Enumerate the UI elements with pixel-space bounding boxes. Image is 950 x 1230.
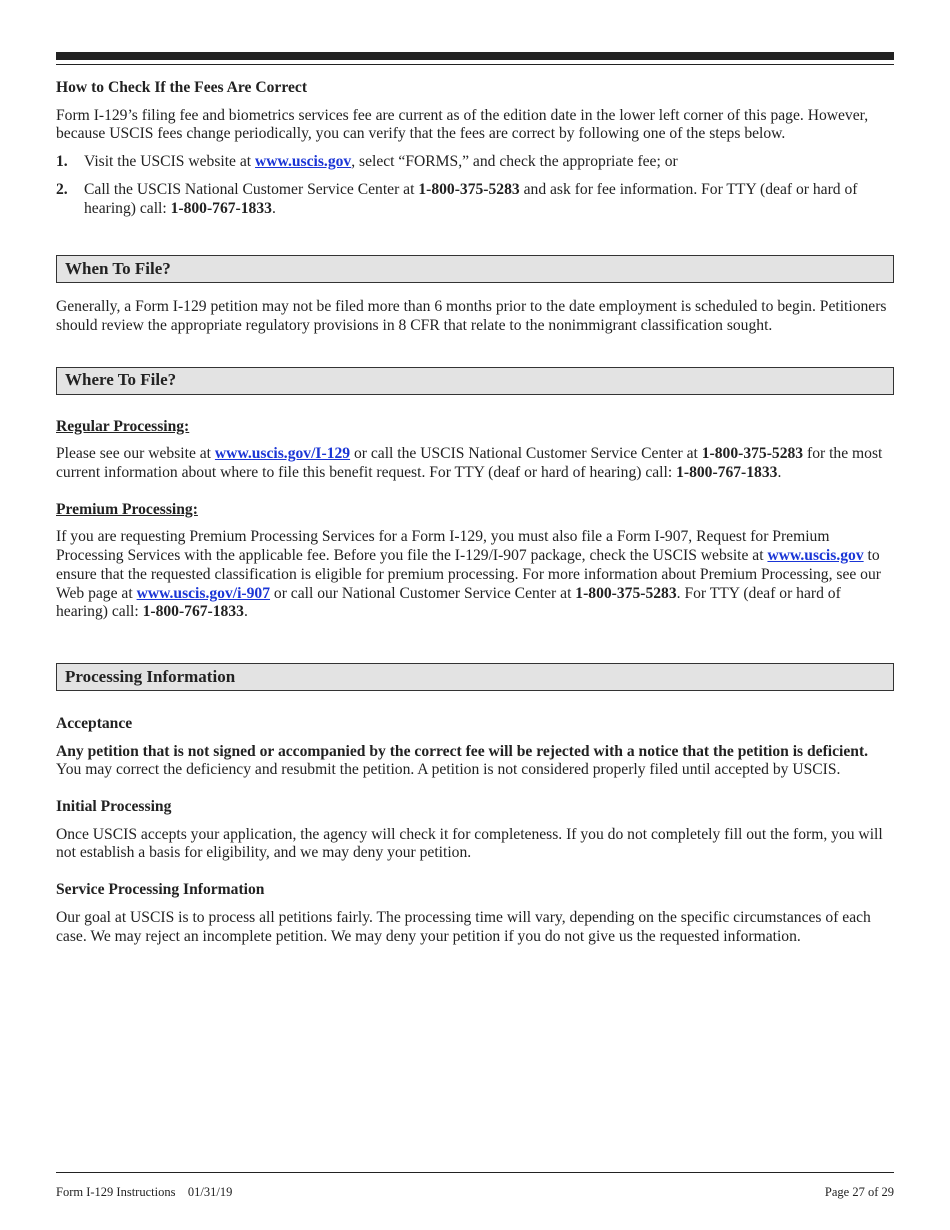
section-title: Where To File? — [65, 370, 177, 390]
header-thick-rule — [56, 52, 894, 60]
uscis-website-link[interactable]: www.uscis.gov — [767, 547, 864, 565]
phone-number: 1-800-375-5283 — [701, 445, 804, 463]
when-to-file-body: Generally, a Form I-129 petition may not be filed more than 6 months prior to the date employment is scheduled to begin. Petitioners should review the appropriate regulatory provisions in 8 CFR that relate to the nonimmigrant classification sought. — [56, 298, 887, 334]
service-processing-heading: Service Processing Information — [56, 881, 265, 899]
page-content — [56, 79, 894, 946]
tty-number: 1-800-767-1833 — [170, 199, 272, 217]
premium-processing-body: If you are requesting Premium Processing Services for a Form I-129, you must also file a Form I-907, Request for Premium Processing Services with the applicable fee. Before you file the I-129/I-907 package, check the USCIS website at www.uscis.gov to ensure that the requested classification is eligible for premium processing. For more information about Premium Processing, see our Web page at www.uscis.gov/i-907 or call our National Customer Service Center at 1-800-375-5283. For TTY (deaf or hard of hearing) call: 1-800-767-1833. — [56, 528, 881, 621]
fees-check-intro: Form I-129’s filing fee and biometrics services fee are current as of the edition date in the lower left corner of this page. However, because USCIS fees change periodically, you can verify that the fees are correct by following one of the steps below. — [56, 106, 869, 143]
service-processing-body: Our goal at USCIS is to process all petitions fairly. The processing time will vary, depending on the specific circumstances of each case. We may reject an incomplete petition. We may deny your petition if you do not give us the requested information. — [56, 908, 871, 945]
initial-processing-heading: Initial Processing — [56, 798, 172, 816]
phone-number: 1-800-375-5283 — [418, 180, 520, 198]
section-title: Processing Information — [65, 666, 236, 686]
acceptance-warning: Any petition that is not signed or accompanied by the correct fee will be rejected with a notice that the petition is deficient. — [56, 742, 869, 760]
acceptance-heading: Acceptance — [56, 714, 133, 732]
regular-processing-heading: Regular Processing: — [56, 417, 190, 435]
section-header-when-to-file — [56, 255, 894, 283]
premium-processing-heading: Premium Processing: — [56, 500, 198, 518]
section-header-processing-information — [56, 663, 894, 691]
footer-form-edition: Form I-129 Instructions 01/31/19 — [56, 1185, 233, 1199]
uscis-website-link[interactable]: www.uscis.gov — [255, 153, 352, 171]
fees-check-heading: How to Check If the Fees Are Correct — [56, 79, 308, 96]
section-header-where-to-file — [56, 367, 894, 395]
tty-number: 1-800-767-1833 — [676, 464, 778, 482]
i129-page-link[interactable]: www.uscis.gov/I-129 — [214, 445, 351, 463]
phone-number: 1-800-375-5283 — [575, 584, 677, 602]
i907-page-link[interactable]: www.uscis.gov/i-907 — [136, 584, 271, 602]
fees-step-1: 1. Visit the USCIS website at www.uscis.gov, select “FORMS,” and check the appropriate fee; or — [56, 153, 678, 171]
acceptance-body: Any petition that is not signed or accompanied by the correct fee will be rejected with a notice that the petition is deficient. You may correct the deficiency and resubmit the petition. A petition is not considered properly filed until accepted by USCIS. — [56, 742, 869, 779]
header-thin-rule — [56, 64, 894, 65]
initial-processing-body: Once USCIS accepts your application, the agency will check it for completeness. If you do not completely fill out the form, you will not establish a basis for eligibility, and we may deny your petition. — [56, 825, 883, 862]
footer-page-number: Page 27 of 29 — [824, 1185, 894, 1199]
step-number: 2. — [56, 180, 68, 198]
fees-steps-list — [56, 153, 894, 218]
footer-rule — [56, 1172, 894, 1173]
section-title: When To File? — [65, 258, 171, 278]
regular-processing-body: Please see our website at www.uscis.gov/I-129 or call the USCIS National Customer Service Center at 1-800-375-5283 for the most current information about where to file this benefit request. For TTY (deaf or hard of hearing) call: 1-800-767-1833. — [56, 445, 883, 482]
document-page — [56, 0, 894, 1230]
fees-step-2: 2. Call the USCIS National Customer Service Center at 1-800-375-5283 and ask for fee information. For TTY (deaf or hard of hearing) call: 1-800-767-1833. — [56, 180, 858, 217]
step-number: 1. — [56, 153, 68, 171]
tty-number: 1-800-767-1833 — [142, 603, 244, 621]
